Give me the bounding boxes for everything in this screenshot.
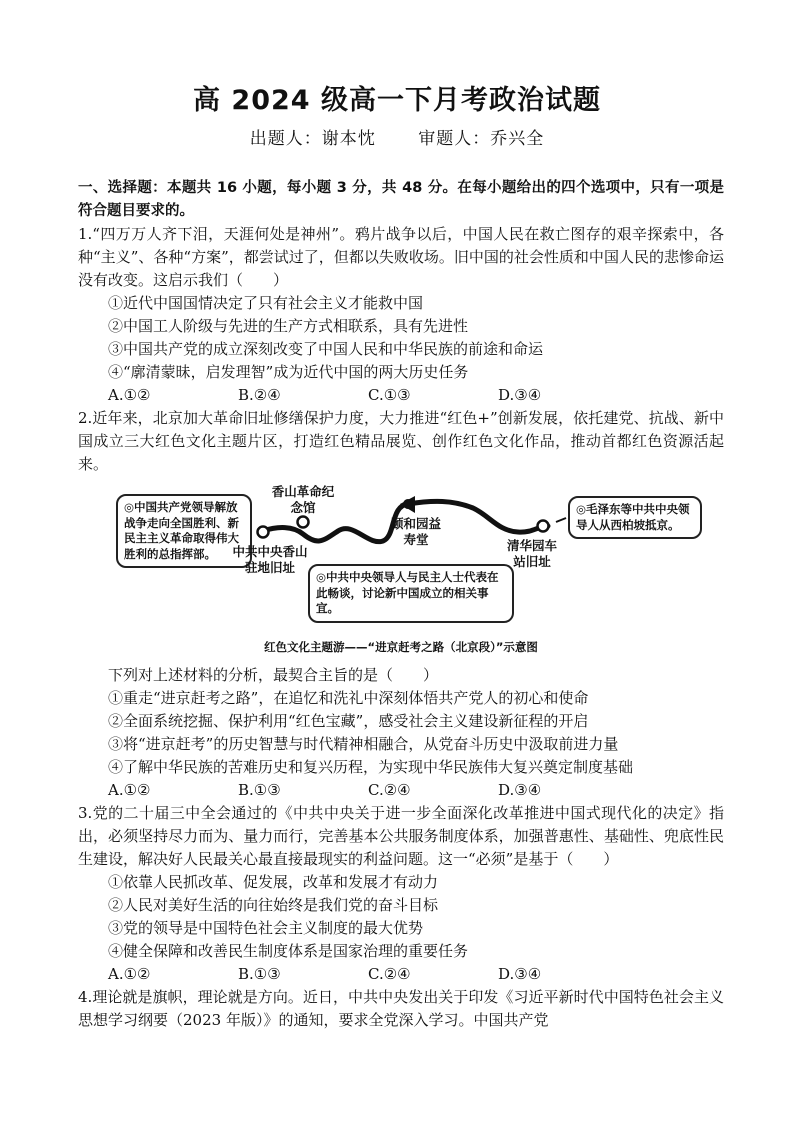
callout-right: ◎毛泽东等中共中央领导人从西柏坡抵京。 <box>568 496 702 539</box>
label-xiangshan-memorial: 香山革命纪念馆 <box>271 484 335 515</box>
q2-option: ③将“进京赶考”的历史智慧与时代精神相融合，从党奋斗历史中汲取前进力量 <box>108 735 619 753</box>
node-qinghua <box>538 521 549 532</box>
q3-option: ①依靠人民抓改革、促发展，改革和发展才有动力 <box>108 873 439 891</box>
q1-option: ④“廓清蒙昧，启发理智”成为近代中国的两大历史任务 <box>108 363 469 381</box>
q3-stem: 3.党的二十届三中全会通过的《中共中央关于进一步全面深化改革推进中国式现代化的决定》指出，必须坚持尽力而为、量力而行，完善基本公共服务制度体系，加强普惠性、基础性、兜底性民生建设，解决好人民最关心最直接最现实的利益问题。这一“必须”是基于（ ） <box>78 804 724 868</box>
q2-choice-a: A.①② <box>108 781 151 799</box>
q1-choice-b: B.②④ <box>238 386 281 404</box>
setter: 出题人：谢本忱 <box>249 129 376 149</box>
q4-stem: 4.理论就是旗帜，理论就是方向。近日，中共中央发出关于印发《习近平新时代中国特色社会主义思想学习纲要（2023 年版）》的通知，要求全党深入学习。中国共产党 <box>78 988 724 1029</box>
exam-body <box>78 177 724 1032</box>
q2-choice-d: D.③④ <box>498 781 542 799</box>
q2-choice-c: C.②④ <box>368 781 411 799</box>
q3-option: ③党的领导是中国特色社会主义制度的最大优势 <box>108 919 424 937</box>
q3-option: ④健全保障和改善民生制度体系是国家治理的重要任务 <box>108 942 469 960</box>
q1-choices <box>108 384 724 407</box>
q1-stem: 1.“四万万人齐下泪，天涯何处是神州”。鸦片战争以后，中国人民在救亡图存的艰辛探索中，各种“主义”、各种“方案”，都尝试过了，但都以失败收场。旧中国的社会性质和中国人民的悲惨命运没有改变。这启示我们（ ） <box>78 225 724 289</box>
q2-choice-b: B.①③ <box>238 781 281 799</box>
connector-right <box>556 518 566 522</box>
label-xiangshan-site: 中共中央香山驻地旧址 <box>232 544 308 575</box>
route-diagram <box>78 486 724 658</box>
q3-choice-b: B.①③ <box>238 965 281 983</box>
q1-option: ①近代中国国情决定了只有社会主义才能救中国 <box>108 294 424 312</box>
q2-option: ④了解中华民族的苦难历史和复兴历程，为实现中华民族伟大复兴奠定制度基础 <box>108 758 634 776</box>
exam-title: 高 2024 级高一下月考政治试题 <box>193 85 601 116</box>
node-xiangshan-site <box>258 527 269 538</box>
q1-choice-d: D.③④ <box>498 386 542 404</box>
q2-ask: 下列对上述材料的分析，最契合主旨的是（ ） <box>108 666 439 684</box>
q3-choices <box>108 963 724 986</box>
q2-option: ①重走“进京赶考之路”，在追忆和洗礼中深刻体悟共产党人的初心和使命 <box>108 689 589 707</box>
node-xiangshan-memorial <box>298 517 309 528</box>
q2-option: ②全面系统挖掘、保护利用“红色宝藏”，感受社会主义建设新征程的开启 <box>108 712 589 730</box>
author-line <box>0 124 794 149</box>
q1-choice-c: C.①③ <box>368 386 411 404</box>
q1-option: ②中国工人阶级与先进的生产方式相联系，具有先进性 <box>108 317 469 335</box>
q2-choices <box>108 779 724 802</box>
section-heading: 一、选择题：本题共 16 小题，每小题 3 分，共 48 分。在每小题给出的四个选项中，只有一项是符合题目要求的。 <box>78 180 724 219</box>
figure-caption: 红色文化主题游——“进京赶考之路（北京段）”示意图 <box>264 640 538 654</box>
q3-choice-c: C.②④ <box>368 965 411 983</box>
callout-left: ◎中国共产党领导解放战争走向全国胜利、新民主主义革命取得伟大胜利的总指挥部。 <box>116 494 252 568</box>
q1-option: ③中国共产党的成立深刻改变了中国人民和中华民族的前途和命运 <box>108 340 544 358</box>
label-yiheyuan: 颐和园益寿堂 <box>390 516 441 547</box>
q3-choice-d: D.③④ <box>498 965 542 983</box>
q3-option: ②人民对美好生活的向往始终是我们党的奋斗目标 <box>108 896 439 914</box>
node-yiheyuan <box>403 499 413 509</box>
q3-choice-a: A.①② <box>108 965 151 983</box>
q2-stem: 2.近年来，北京加大革命旧址修缮保护力度，大力推进“红色+”创新发展，依托建党、抗战、新中国成立三大红色文化主题片区，打造红色精品展览、创作红色文化作品，推动首都红色资源活起来。 <box>78 409 724 473</box>
label-qinghua: 清华园车站旧址 <box>506 538 557 569</box>
callout-middle: ◎中共中央领导人与民主人士代表在此畅谈，讨论新中国成立的相关事宜。 <box>308 564 514 623</box>
q1-choice-a: A.①② <box>108 386 151 404</box>
reviewer: 审题人：乔兴全 <box>418 129 545 149</box>
